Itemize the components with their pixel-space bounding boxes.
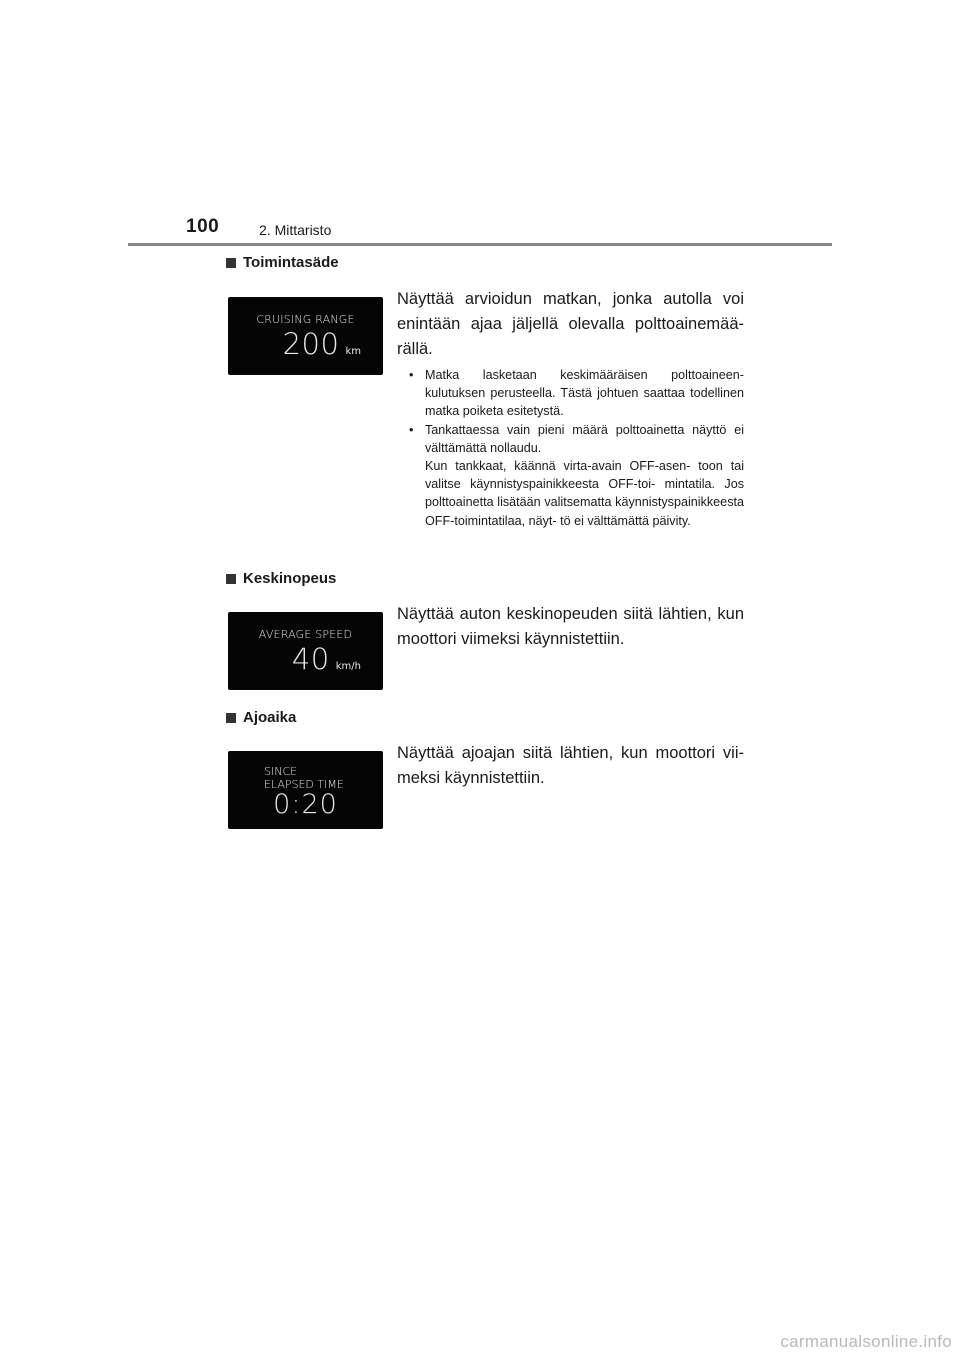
display-label: CRUISING RANGE [256,313,355,326]
section-heading-text: Keskinopeus [243,570,337,587]
bullet-mark: • [409,368,414,382]
note-item [409,366,744,421]
chapter-title: 2. Mittaristo [259,222,332,238]
square-bullet-icon [226,258,236,268]
section-heading-cruising-range [226,254,339,271]
elapsed-time-display [228,751,383,829]
cruising-range-description: Näyttää arvioidun matkan, jonka autolla voi enintään ajaa jäljellä olevalla polttoainemää- rällä. [397,290,744,358]
display-value: 200 [282,327,340,361]
display-label: AVERAGE SPEED [258,628,353,641]
average-speed-display [228,612,383,690]
section-heading-text: Ajoaika [243,709,297,726]
bullet-mark: • [409,422,414,437]
watermark: carmanualsonline.info [780,1332,952,1351]
average-speed-description: Näyttää auton keskinopeuden siitä lähtien, kun moottori viimeksi käynnistettiin. [397,605,744,648]
page-number: 100 [186,216,220,237]
section-heading-average-speed [226,570,336,587]
display-value: 0:20 [273,789,338,820]
display-unit: km [345,346,361,357]
note-paragraph: Kun tankkaat, käännä virta-avain OFF-asen- toon tai valitse käynnistyspainikkeesta OFF-toi- mintatila. Jos polttoainetta lisätään valitsematta käynnistyspainikkeesta OFF-toimintatilaa, näyt- tö ei välttämättä päivity. [425,459,744,528]
display-value: 40 [291,642,330,676]
note-item [409,421,744,530]
cruising-range-display [228,297,383,375]
display-value-row [292,642,361,676]
note-paragraph: Matka lasketaan keskimääräisen polttoaineen- kulutuksen perusteella. Tästä johtuen saattaa todellinen matka poiketa esitetystä. [425,368,744,419]
header-divider [128,243,832,246]
section-heading-elapsed-time [226,709,296,726]
display-value-row [283,327,361,361]
display-label [264,765,344,791]
elapsed-time-description: Näyttää ajoajan siitä lähtien, kun moottori vii- meksi käynnistettiin. [397,744,744,787]
cruising-range-notes [409,366,744,530]
note-paragraph: Tankattaessa vain pieni määrä polttoainetta näyttö ei välttämättä nollaudu. [425,422,744,455]
section-heading-text: Toimintasäde [243,254,339,271]
square-bullet-icon [226,713,236,723]
display-label-line-1: SINCE [264,765,298,778]
display-label-line-2: ELAPSED TIME [264,778,344,791]
square-bullet-icon [226,574,236,584]
display-unit: km/h [335,661,361,672]
